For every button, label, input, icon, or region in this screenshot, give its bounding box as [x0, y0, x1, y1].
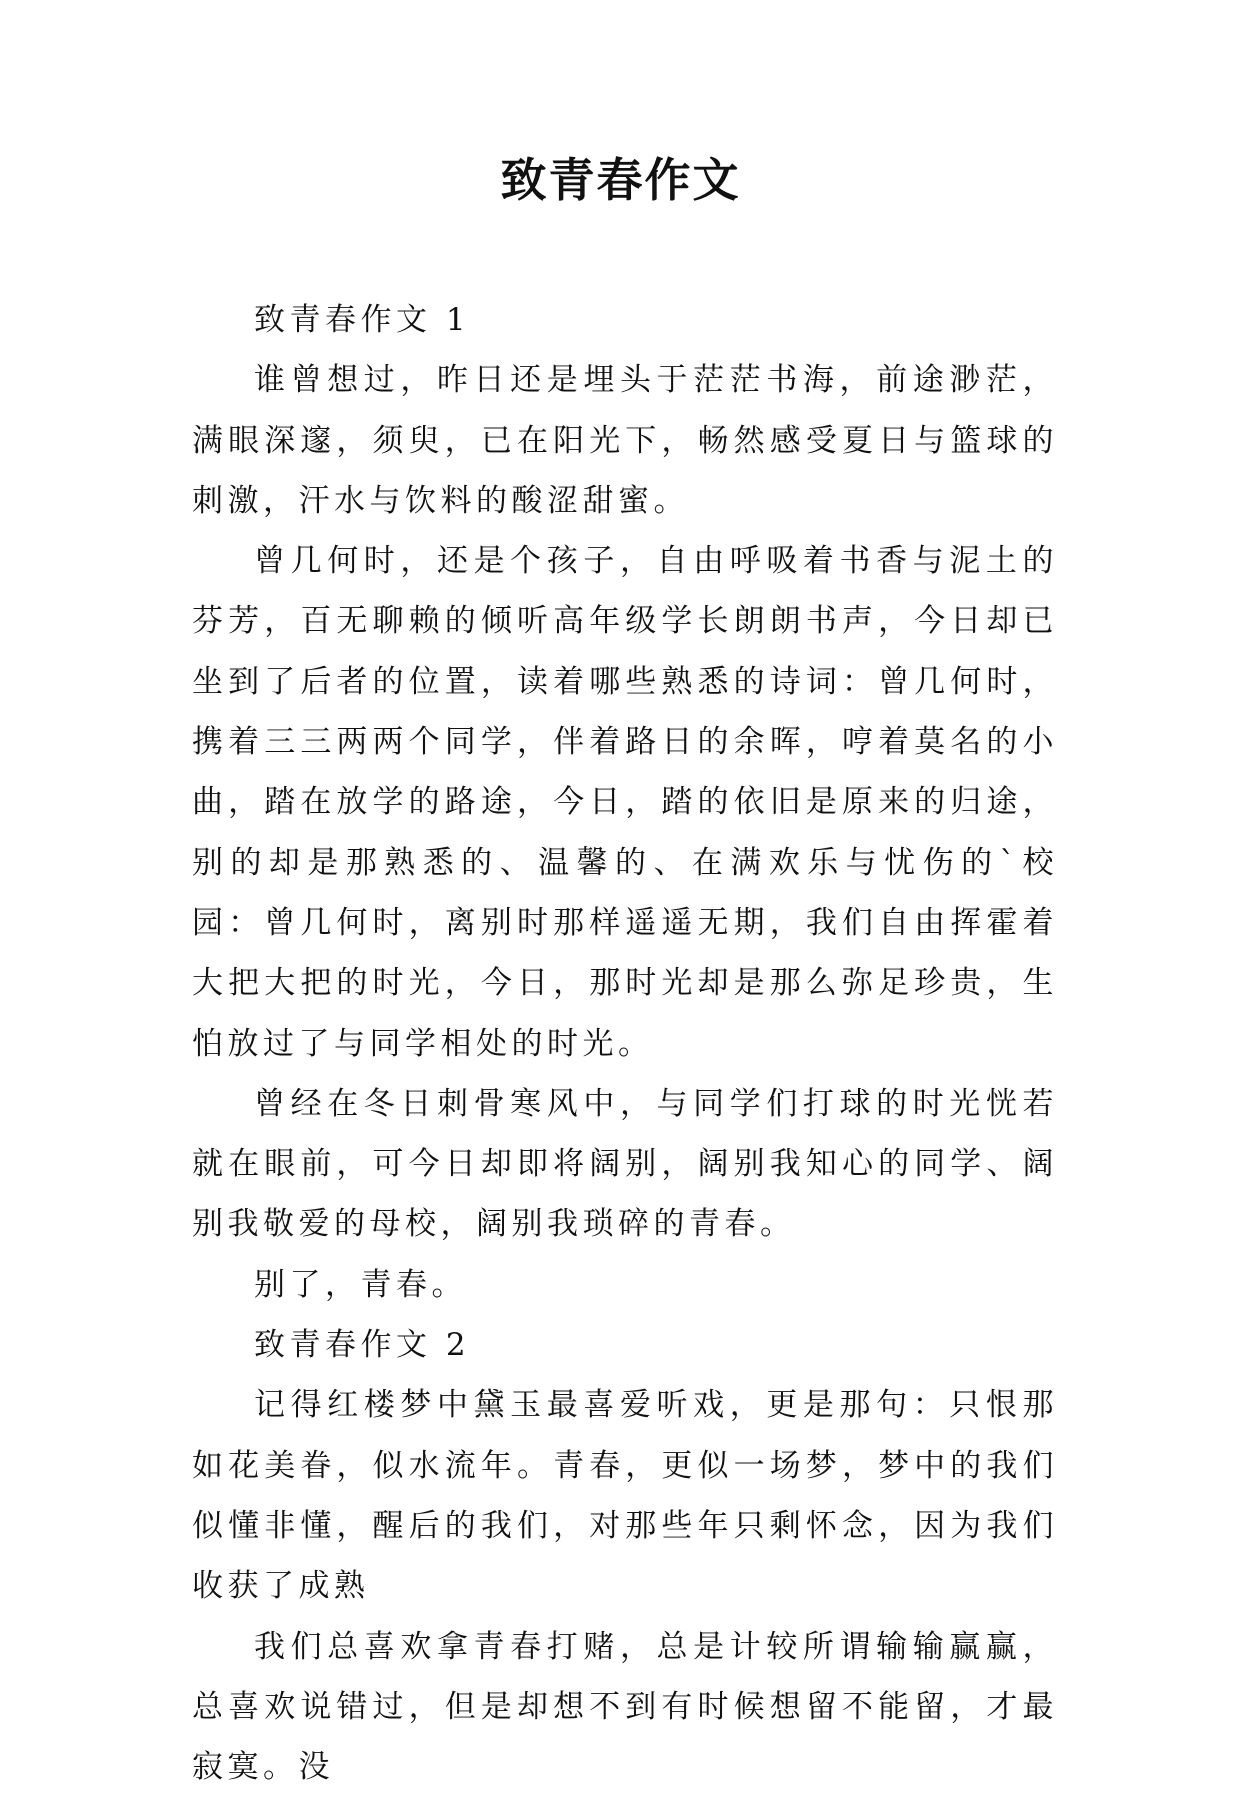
paragraph: 曾经在冬日刺骨寒风中，与同学们打球的时光恍若就在眼前，可今日却即将阔别，阔别我知心的同学、阔别我敬爱的母校，阔别我琐碎的青春。	[192, 1085, 1058, 1243]
document-body	[192, 290, 1058, 1797]
essay-heading-1: 致青春作文 1	[254, 302, 471, 338]
paragraph: 曾几何时，还是个孩子，自由呼吸着书香与泥土的芬芳，百无聊赖的倾听高年级学长朗朗书声，今日却已坐到了后者的位置，读着哪些熟悉的诗词：曾几何时，携着三三两两个同学，伴着路日的余晖，哼着莫名的小曲，踏在放学的路途，今日，踏的依旧是原来的归途，别的却是那熟悉的、温馨的、在满欢乐与忧伤的`校园：曾几何时，离别时那样遥遥无期，我们自由挥霍着大把大把的时光，今日，那时光却是那么弥足珍贵，生怕放过了与同学相处的时光。	[192, 543, 1058, 1062]
paragraph: 谁曾想过，昨日还是埋头于茫茫书海，前途渺茫，满眼深邃，须臾，已在阳光下，畅然感受夏日与篮球的刺激，汗水与饮料的酸涩甜蜜。	[192, 362, 1058, 519]
document-title: 致青春作文	[500, 153, 741, 207]
paragraph: 别了，青春。	[254, 1266, 467, 1303]
paragraph: 记得红楼梦中黛玉最喜爱听戏，更是那句：只恨那如花美眷，似水流年。青春，更似一场梦，梦中的我们似懂非懂，醒后的我们，对那些年只剩怀念，因为我们收获了成熟	[192, 1387, 1058, 1605]
essay-heading-2: 致青春作文 2	[254, 1327, 471, 1364]
paragraph: 我们总喜欢拿青春打赌，总是计较所谓输输赢赢，总喜欢说错过，但是却想不到有时候想留不能留，才最寂寞。没	[192, 1628, 1058, 1786]
